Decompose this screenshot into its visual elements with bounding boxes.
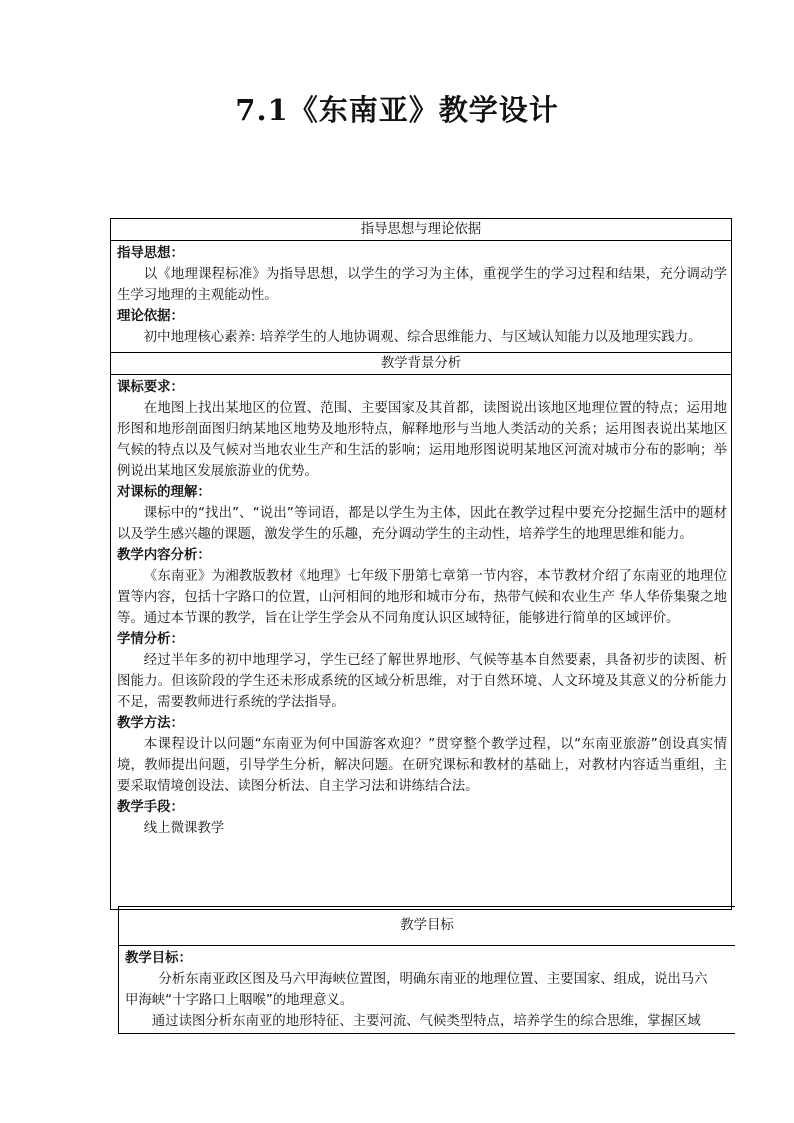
section-guiding-theory: [111, 241, 731, 353]
text-teaching-method: 本课程设计以问题“东南亚为何中国游客欢迎？”贯穿整个教学过程，以“东南亚旅游”创设真实情境，教师提出问题，引导学生分析，解决问题。在研究课标和教材的基础上，对教材内容适当重组，主要采取情境创设法、读图分析法、自主学习法和讲练结合法。: [117, 737, 727, 794]
section-background: [111, 375, 731, 909]
label-content-analysis: 教学内容分析：: [117, 548, 211, 563]
text-goal-1a: 分析东南亚政区图及马六甲海峡位置图，明确东南亚的地理位置、主要国家、组成，说出马六: [158, 972, 708, 987]
text-curriculum-requirements: 在地图上找出某地区的位置、范围、主要国家及其首都，读图说出该地区地理位置的特点；运用地形图和地形剖面图归纳某地区地势及地形特点，解释地形与当地人类活动的关系；运用图表说出某地区气候的特点以及气候对当地农业生产和生活的影响；运用地形图说明某地区河流对城市分布的影响；举例说出某地区发展旅游业的优势。: [117, 401, 727, 479]
design-table: [110, 218, 732, 910]
text-theory-basis: 初中地理核心素养: 培养学生的人地协调观、综合思维能力、与区域认知能力以及地理实践力。: [143, 330, 702, 345]
label-student-analysis: 学情分析：: [117, 632, 184, 647]
text-student-analysis: 经过半年多的初中地理学习，学生已经了解世界地形、气候等基本自然要素，具备初步的读图、析图能力。但该阶段的学生还未形成系统的区域分析思维，对于自然环境、人文环境及其意义的分析能力不足，需要教师进行系统的学法指导。: [117, 653, 727, 710]
text-guiding-thought: 以《地理课程标准》为指导思想，以学生的学习为主体，重视学生的学习过程和结果，充分调动学生学习地理的主观能动性。: [117, 267, 727, 303]
label-teaching-means: 教学手段：: [117, 800, 184, 815]
text-goal-1b: 甲海峡“十字路口上咽喉”的地理意义。: [125, 993, 354, 1008]
text-curriculum-understanding: 课标中的“找出”、“说出”等词语，都是以学生为主体，因此在教学过程中要充分挖掘生活中的题材以及学生感兴趣的课题，激发学生的乐趣，充分调动学生的主动性，培养学生的地理思维和能力。: [117, 506, 727, 542]
label-teaching-method: 教学方法：: [117, 716, 184, 731]
section-teaching-goals: [119, 946, 735, 1032]
label-curriculum-requirements: 课标要求：: [117, 380, 184, 395]
text-teaching-means: 线上微课教学: [143, 821, 225, 836]
section-header-teaching-goals: 教学目标: [119, 907, 735, 946]
label-curriculum-understanding: 对课标的理解：: [117, 485, 211, 500]
teaching-goals-table: [118, 906, 735, 1034]
label-teaching-goals: 教学目标：: [125, 951, 192, 966]
label-guiding-thought: 指导思想：: [117, 246, 184, 261]
section-header-background: 教学背景分析: [111, 353, 731, 375]
text-goal-2: 通过读图分析东南亚的地形特征、主要河流、气候类型特点，培养学生的综合思维，掌握区域: [151, 1014, 701, 1029]
document-title: 7.1《东南亚》教学设计: [235, 93, 559, 127]
section-header-guiding-theory: 指导思想与理论依据: [111, 219, 731, 241]
label-theory-basis: 理论依据：: [117, 309, 184, 324]
text-content-analysis: 《东南亚》为湘教版教材《地理》七年级下册第七章第一节内容，本节教材介绍了东南亚的地理位置等内容，包括十字路口的位置，山河相间的地形和城市分布，热带气候和农业生产 华人华侨集聚之地等。通过本节课的教学，旨在让学生学会从不同角度认识区域特征，能够进行简单的区域评价。: [117, 569, 727, 626]
